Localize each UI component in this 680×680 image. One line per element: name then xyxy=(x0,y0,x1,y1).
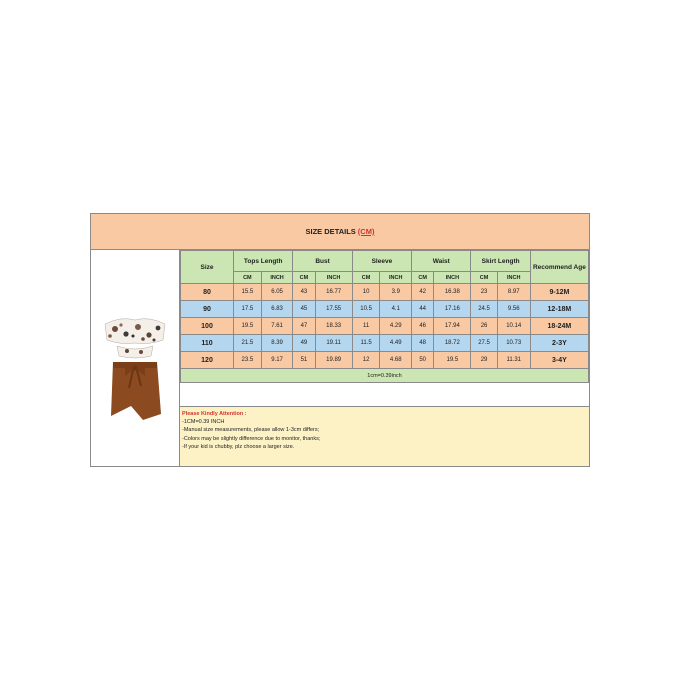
cell-tops-cm: 21.5 xyxy=(234,335,262,352)
cell-tops-cm: 15.5 xyxy=(234,284,262,301)
unit-cm: CM xyxy=(234,272,262,284)
cell-skirt-cm: 29 xyxy=(471,352,497,369)
cell-tops-inch: 7.61 xyxy=(261,318,293,335)
cell-sleeve-cm: 11.5 xyxy=(352,335,380,352)
cell-waist-inch: 18.72 xyxy=(434,335,471,352)
unit-cm: CM xyxy=(412,272,434,284)
cell-bust-inch: 16.77 xyxy=(315,284,352,301)
cell-waist-inch: 17.16 xyxy=(434,301,471,318)
conversion-note-row xyxy=(181,369,589,383)
cell-tops-inch: 6.05 xyxy=(261,284,293,301)
cell-sleeve-cm: 10.5 xyxy=(352,301,380,318)
cell-size: 110 xyxy=(181,335,234,352)
cell-size: 90 xyxy=(181,301,234,318)
unit-cm: CM xyxy=(352,272,380,284)
cell-sleeve-cm: 11 xyxy=(352,318,380,335)
cell-sleeve-inch: 4.49 xyxy=(380,335,412,352)
unit-inch: INCH xyxy=(261,272,293,284)
cell-bust-inch: 17.55 xyxy=(315,301,352,318)
attention-heading: Please Kindly Attention : xyxy=(182,411,247,417)
cell-sleeve-inch: 4.1 xyxy=(380,301,412,318)
attention-line: -Manual size measurements, please allow 1-3cm differs; xyxy=(182,427,320,434)
cell-sleeve-cm: 12 xyxy=(352,352,380,369)
cell-age: 2-3Y xyxy=(530,335,588,352)
cell-sleeve-inch: 4.68 xyxy=(380,352,412,369)
table-row xyxy=(181,335,589,352)
cell-skirt-inch: 11.31 xyxy=(497,352,530,369)
cell-age: 18-24M xyxy=(530,318,588,335)
table-row xyxy=(181,352,589,369)
cell-tops-inch: 8.39 xyxy=(261,335,293,352)
cell-bust-cm: 51 xyxy=(293,352,315,369)
attention-line: -Colors may be slightly difference due to monitor, thanks; xyxy=(182,435,321,442)
conversion-note: 1cm=0.39inch xyxy=(181,369,589,383)
cell-skirt-cm: 23 xyxy=(471,284,497,301)
cell-tops-inch: 9.17 xyxy=(261,352,293,369)
table-row xyxy=(181,284,589,301)
attention-line: -1CM=0.39 INCH xyxy=(182,419,225,426)
table-header-row xyxy=(181,251,589,272)
cell-sleeve-inch: 3.9 xyxy=(380,284,412,301)
cell-bust-inch: 19.11 xyxy=(315,335,352,352)
cell-bust-inch: 18.33 xyxy=(315,318,352,335)
cell-sleeve-inch: 4.29 xyxy=(380,318,412,335)
header-tops-length: Tops Length xyxy=(234,251,293,272)
cell-tops-cm: 17.5 xyxy=(234,301,262,318)
header-waist: Waist xyxy=(412,251,471,272)
cell-size: 100 xyxy=(181,318,234,335)
cell-tops-cm: 19.5 xyxy=(234,318,262,335)
cell-waist-cm: 46 xyxy=(412,318,434,335)
table-row xyxy=(181,301,589,318)
cell-waist-inch: 19.5 xyxy=(434,352,471,369)
header-bust: Bust xyxy=(293,251,352,272)
table-row xyxy=(181,318,589,335)
title-text: SIZE DETAILS xyxy=(305,227,356,236)
title-unit: (CM) xyxy=(357,227,375,236)
unit-cm: CM xyxy=(293,272,315,284)
cell-skirt-cm: 24.5 xyxy=(471,301,497,318)
cell-bust-cm: 43 xyxy=(293,284,315,301)
cell-tops-inch: 6.83 xyxy=(261,301,293,318)
table-unit-row xyxy=(181,272,589,284)
header-sleeve: Sleeve xyxy=(352,251,411,272)
cell-waist-cm: 50 xyxy=(412,352,434,369)
cell-skirt-cm: 26 xyxy=(471,318,497,335)
attention-notes xyxy=(180,406,589,466)
unit-inch: INCH xyxy=(497,272,530,284)
unit-cm: CM xyxy=(471,272,497,284)
unit-inch: INCH xyxy=(315,272,352,284)
cell-skirt-inch: 8.97 xyxy=(497,284,530,301)
cell-age: 9-12M xyxy=(530,284,588,301)
cell-waist-inch: 17.94 xyxy=(434,318,471,335)
cell-tops-cm: 23.5 xyxy=(234,352,262,369)
cell-bust-cm: 45 xyxy=(293,301,315,318)
size-table xyxy=(180,250,589,383)
cell-waist-cm: 44 xyxy=(412,301,434,318)
product-photo-icon xyxy=(91,250,179,466)
cell-age: 12-18M xyxy=(530,301,588,318)
cell-size: 120 xyxy=(181,352,234,369)
unit-inch: INCH xyxy=(434,272,471,284)
cell-sleeve-cm: 10 xyxy=(352,284,380,301)
cell-age: 3-4Y xyxy=(530,352,588,369)
header-recommend-age: Recommend Age xyxy=(530,251,588,284)
attention-line: -If your kid is chubby, plz choose a larger size. xyxy=(182,443,295,450)
unit-inch: INCH xyxy=(380,272,412,284)
cell-skirt-inch: 10.73 xyxy=(497,335,530,352)
cell-bust-cm: 47 xyxy=(293,318,315,335)
product-image-cell xyxy=(91,250,180,466)
header-size: Size xyxy=(181,251,234,284)
size-details-title xyxy=(91,214,589,250)
cell-bust-inch: 19.89 xyxy=(315,352,352,369)
cell-bust-cm: 49 xyxy=(293,335,315,352)
cell-size: 80 xyxy=(181,284,234,301)
header-skirt-length: Skirt Length xyxy=(471,251,530,272)
cell-skirt-inch: 9.56 xyxy=(497,301,530,318)
size-chart xyxy=(90,213,590,467)
cell-skirt-inch: 10.14 xyxy=(497,318,530,335)
cell-waist-cm: 42 xyxy=(412,284,434,301)
cell-waist-inch: 16.38 xyxy=(434,284,471,301)
cell-skirt-cm: 27.5 xyxy=(471,335,497,352)
cell-waist-cm: 48 xyxy=(412,335,434,352)
